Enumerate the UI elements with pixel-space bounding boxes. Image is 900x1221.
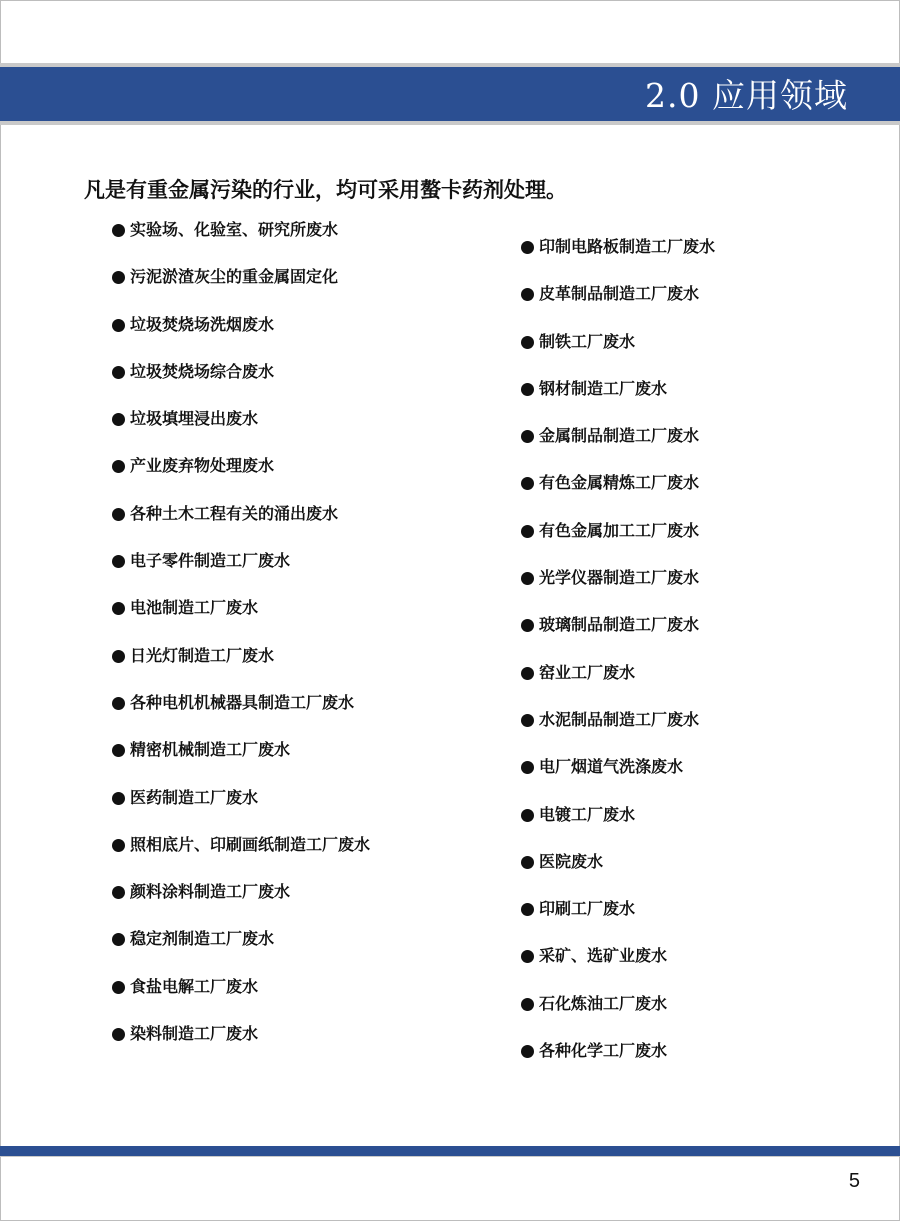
list-item-label: 医院废水	[539, 851, 604, 871]
bullet-icon	[521, 336, 534, 349]
list-item	[112, 311, 370, 358]
list-item	[112, 736, 370, 783]
list-item	[112, 500, 370, 547]
list-item	[521, 328, 715, 375]
list-item	[521, 469, 715, 516]
list-item-label: 电镀工厂废水	[539, 804, 636, 824]
list-item	[112, 831, 370, 878]
bullet-icon	[521, 619, 534, 632]
list-item-label: 印刷工厂废水	[539, 899, 636, 919]
list-item-label: 照相底片、印刷画纸制造工厂废水	[130, 834, 371, 854]
list-item	[112, 689, 370, 736]
bullet-icon	[112, 1028, 125, 1041]
list-item-label: 颜料涂料制造工厂废水	[130, 882, 291, 902]
bullet-icon	[112, 602, 125, 615]
list-item-label: 印制电路板制造工厂废水	[539, 237, 716, 256]
list-item-label: 采矿、选矿业废水	[539, 946, 668, 966]
bullet-icon	[521, 572, 534, 585]
list-item-label: 污泥淤渣灰尘的重金属固定化	[130, 267, 339, 287]
list-item-label: 光学仪器制造工厂废水	[539, 568, 700, 588]
list-item	[521, 659, 715, 706]
list-item-label: 日光灯制造工厂废水	[130, 645, 275, 665]
list-item-label: 各种化学工厂废水	[539, 1041, 668, 1061]
list-item	[521, 517, 715, 564]
list-item-label: 医药制造工厂废水	[130, 787, 259, 807]
list-item-label: 产业废弃物处理废水	[130, 456, 275, 476]
bullet-icon	[521, 288, 534, 301]
bullet-icon	[112, 366, 125, 379]
bullet-icon	[112, 981, 125, 994]
bullet-icon	[521, 856, 534, 869]
bullet-icon	[112, 271, 125, 284]
list-item	[521, 375, 715, 422]
bullet-icon	[521, 241, 534, 254]
bullet-icon	[521, 667, 534, 680]
list-item-label: 水泥制品制造工厂废水	[539, 709, 700, 729]
list-item	[112, 216, 370, 263]
list-item-label: 金属制品制造工厂废水	[539, 426, 700, 446]
list-item-label: 电子零件制造工厂废水	[130, 551, 291, 571]
footer-bar	[0, 1146, 900, 1157]
bullet-icon	[521, 1045, 534, 1058]
list-item	[112, 878, 370, 925]
list-item-label: 食盐电解工厂废水	[130, 976, 259, 996]
list-item	[521, 233, 715, 280]
bullet-icon	[112, 224, 125, 237]
list-item-label: 窑业工厂废水	[539, 662, 636, 682]
list-item-label: 稳定剂制造工厂废水	[130, 929, 275, 949]
bullet-icon	[521, 950, 534, 963]
list-item-label: 玻璃制品制造工厂废水	[539, 615, 700, 635]
bullet-icon	[112, 413, 125, 426]
header-bar	[0, 63, 900, 125]
list-item	[521, 895, 715, 942]
list-item	[112, 263, 370, 310]
bullet-icon	[112, 744, 125, 757]
page-number: 5	[848, 1170, 860, 1192]
list-item-label: 有色金属精炼工厂废水	[539, 473, 700, 493]
list-item-label: 有色金属加工工厂废水	[539, 520, 700, 540]
list-item-label: 各种土木工程有关的涌出废水	[130, 503, 339, 523]
bullet-icon	[521, 998, 534, 1011]
bullet-icon	[521, 714, 534, 727]
bullet-icon	[112, 933, 125, 946]
left-application-list	[112, 216, 370, 1067]
list-item	[521, 611, 715, 658]
bullet-icon	[112, 508, 125, 521]
list-item	[521, 990, 715, 1037]
bullet-icon	[521, 477, 534, 490]
list-item-label: 染料制造工厂废水	[130, 1024, 259, 1044]
list-item	[521, 564, 715, 611]
intro-text: 凡是有重金属污染的行业，均可采用螯卡药剂处理。	[84, 178, 567, 202]
list-item-label: 各种电机机械器具制造工厂废水	[130, 692, 355, 712]
list-item	[112, 925, 370, 972]
section-title: 2.0 应用领域	[645, 76, 848, 115]
list-item-label: 皮革制品制造工厂废水	[539, 284, 700, 304]
list-item	[112, 547, 370, 594]
bullet-icon	[521, 903, 534, 916]
list-item-label: 电池制造工厂废水	[130, 598, 259, 618]
list-item-label: 垃圾填埋浸出废水	[130, 409, 259, 429]
list-item	[112, 973, 370, 1020]
list-item	[521, 942, 715, 989]
list-item	[112, 452, 370, 499]
right-application-list	[521, 233, 715, 1084]
bullet-icon	[521, 430, 534, 443]
bullet-icon	[521, 525, 534, 538]
bullet-icon	[112, 697, 125, 710]
list-item-label: 精密机械制造工厂废水	[130, 740, 291, 760]
bullet-icon	[112, 886, 125, 899]
list-item	[112, 358, 370, 405]
bullet-icon	[521, 761, 534, 774]
list-item	[112, 405, 370, 452]
bullet-icon	[112, 839, 125, 852]
list-item	[112, 642, 370, 689]
list-item	[521, 422, 715, 469]
bullet-icon	[112, 319, 125, 332]
list-item-label: 石化炼油工厂废水	[539, 993, 668, 1013]
list-item	[112, 1020, 370, 1067]
list-item	[521, 848, 715, 895]
list-item	[521, 1037, 715, 1084]
list-item-label: 钢材制造工厂废水	[539, 378, 668, 398]
list-item-label: 实验场、化验室、研究所废水	[130, 220, 339, 239]
list-item	[112, 784, 370, 831]
bullet-icon	[112, 792, 125, 805]
bullet-icon	[112, 555, 125, 568]
list-item-label: 制铁工厂废水	[539, 331, 636, 351]
list-item	[112, 594, 370, 641]
list-item-label: 电厂烟道气洗涤废水	[539, 757, 684, 777]
list-item	[521, 706, 715, 753]
list-item	[521, 753, 715, 800]
bullet-icon	[112, 650, 125, 663]
list-item	[521, 280, 715, 327]
bullet-icon	[112, 460, 125, 473]
bullet-icon	[521, 809, 534, 822]
bullet-icon	[521, 383, 534, 396]
list-item	[521, 801, 715, 848]
list-item-label: 垃圾焚烧场洗烟废水	[130, 314, 275, 334]
list-item-label: 垃圾焚烧场综合废水	[130, 361, 275, 381]
